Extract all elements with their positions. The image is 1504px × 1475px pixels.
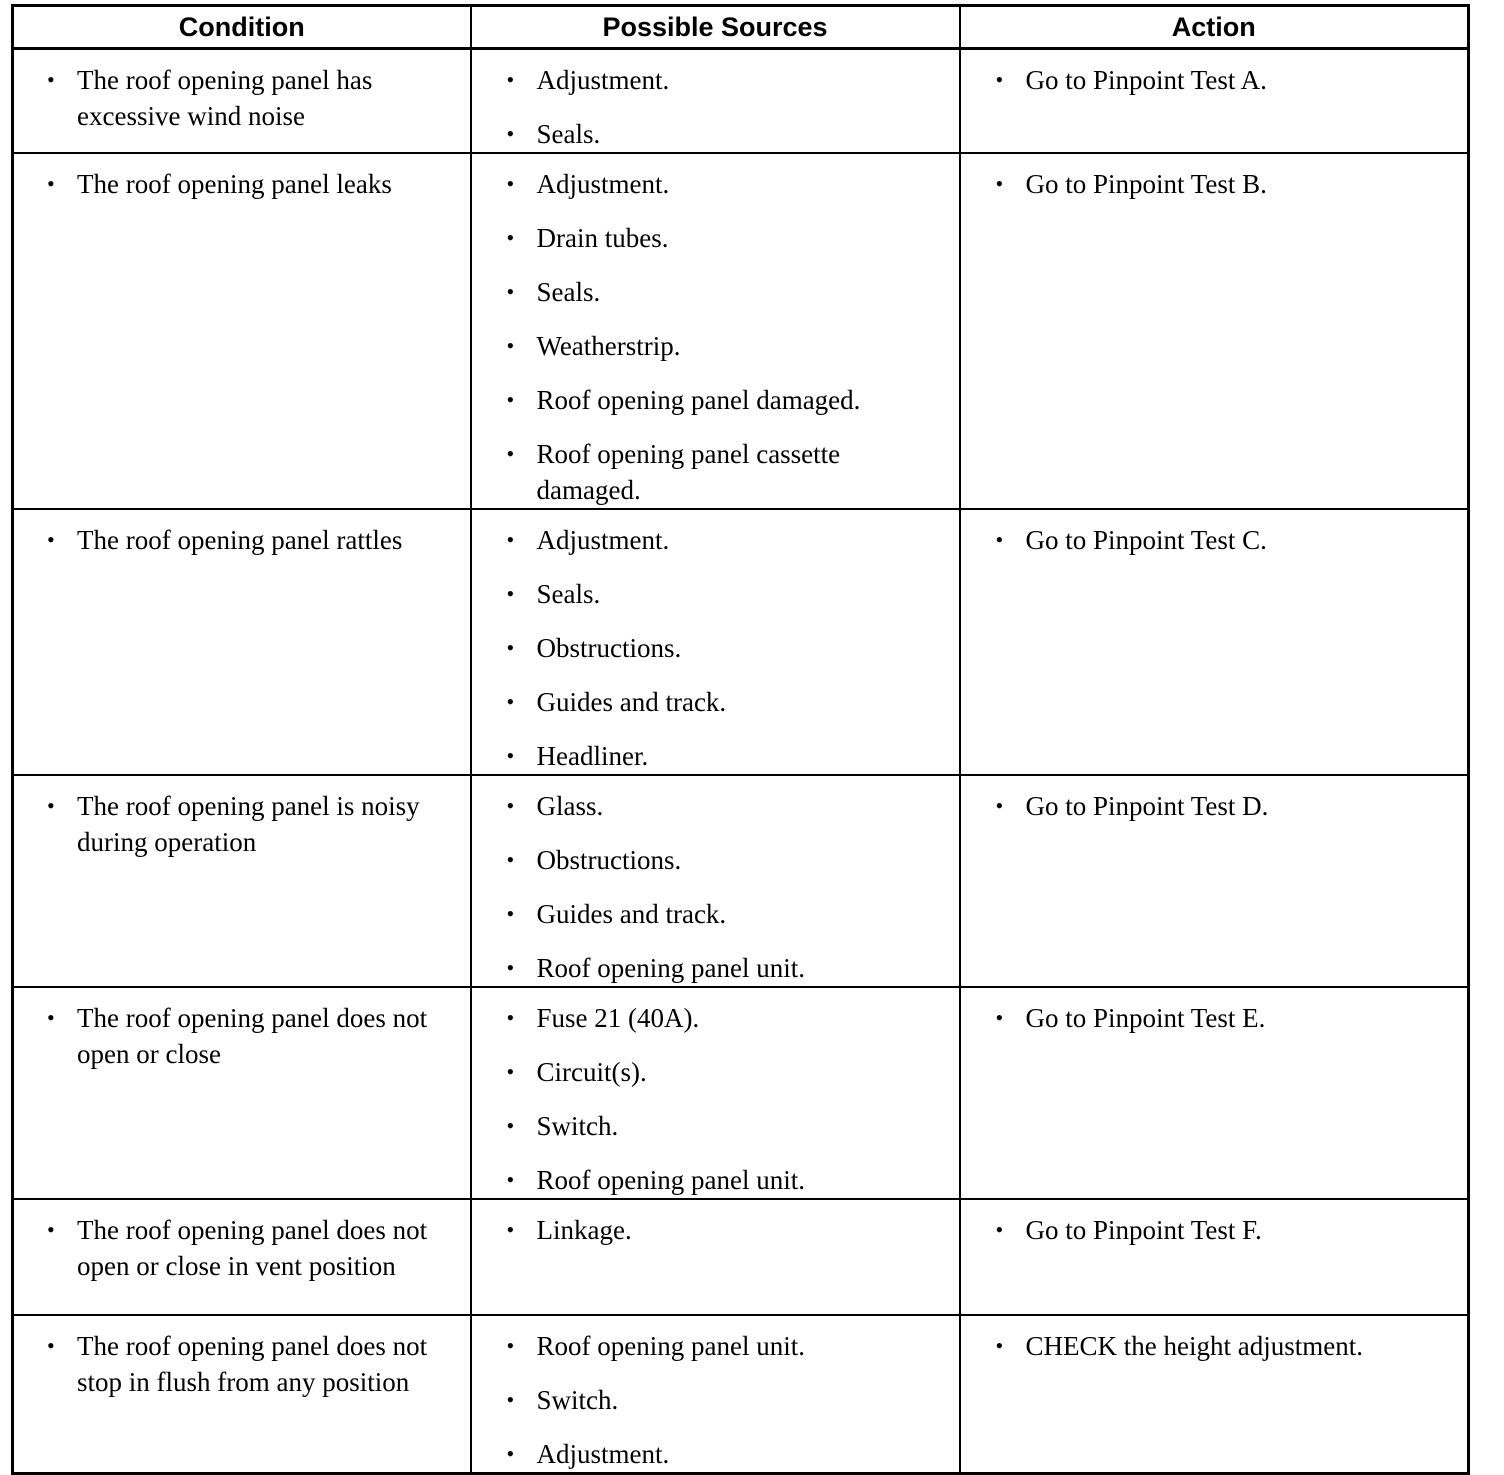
bullet-icon: • [47, 1005, 55, 1030]
bullet-icon: • [506, 527, 515, 552]
source-text: Adjustment. [536, 1439, 670, 1469]
condition-cell [13, 987, 471, 1199]
sources-cell [471, 775, 960, 987]
source-text: Roof opening panel damaged. [536, 385, 861, 415]
list-item [14, 522, 462, 558]
bullet-icon: • [995, 67, 1004, 92]
bullet-icon: • [506, 1059, 515, 1084]
source-text: Seals. [536, 579, 601, 609]
bullet-icon: • [506, 955, 515, 980]
sources-cell [471, 509, 960, 775]
bullet-icon: • [506, 901, 515, 926]
condition-header: Condition [13, 6, 471, 49]
source-text: Guides and track. [536, 687, 727, 717]
bullet-icon: • [47, 67, 55, 92]
source-text: Switch. [536, 1385, 619, 1415]
action-text: Go to Pinpoint Test E. [1025, 1003, 1266, 1033]
list-item [472, 738, 951, 774]
source-text: Linkage. [536, 1215, 632, 1245]
sources-cell [471, 153, 960, 509]
list-item [472, 630, 951, 666]
condition-cell [13, 153, 471, 509]
source-text: Guides and track. [536, 899, 727, 929]
list-item [472, 382, 951, 418]
list-item [961, 1212, 1460, 1248]
list-item [472, 436, 951, 508]
sources-cell [471, 1315, 960, 1474]
bullet-icon: • [47, 793, 55, 818]
list-item [472, 1328, 951, 1364]
bullet-icon: • [506, 635, 515, 660]
source-text: Roof opening panel unit. [536, 1165, 805, 1195]
bullet-icon: • [506, 171, 515, 196]
list-item [472, 1436, 951, 1472]
bullet-icon: • [506, 1217, 515, 1242]
list-item [14, 62, 462, 134]
action-cell [960, 987, 1469, 1199]
list-item [472, 1000, 951, 1036]
bullet-icon: • [506, 1333, 515, 1358]
bullet-icon: • [506, 121, 515, 146]
list-item [472, 522, 951, 558]
table-row [13, 775, 1469, 987]
source-text: Adjustment. [536, 65, 670, 95]
bullet-icon: • [995, 171, 1004, 196]
list-item [14, 1212, 462, 1284]
bullet-icon: • [506, 793, 515, 818]
list-item [961, 62, 1460, 98]
bullet-icon: • [506, 847, 515, 872]
action-cell [960, 49, 1469, 154]
list-item [472, 220, 951, 256]
list-item [472, 788, 951, 824]
action-text: Go to Pinpoint Test B. [1025, 169, 1267, 199]
action-cell [960, 775, 1469, 987]
condition-text: The roof opening panel does not stop in flush from any position [77, 1331, 428, 1397]
bullet-icon: • [995, 793, 1004, 818]
bullet-icon: • [506, 333, 515, 358]
source-text: Glass. [536, 791, 604, 821]
bullet-icon: • [506, 1005, 515, 1030]
bullet-icon: • [47, 171, 55, 196]
list-item [961, 166, 1460, 202]
list-item [472, 1162, 951, 1198]
sources-cell [471, 49, 960, 154]
list-item [472, 950, 951, 986]
condition-cell [13, 1315, 471, 1474]
bullet-icon: • [506, 1387, 515, 1412]
bullet-icon: • [995, 1217, 1004, 1242]
list-item [472, 576, 951, 612]
bullet-icon: • [506, 387, 515, 412]
table-row [13, 1315, 1469, 1474]
sources-cell [471, 1199, 960, 1315]
bullet-icon: • [506, 1441, 515, 1466]
bullet-icon: • [995, 527, 1004, 552]
list-item [961, 1328, 1460, 1364]
bullet-icon: • [506, 581, 515, 606]
bullet-icon: • [995, 1333, 1004, 1358]
source-text: Circuit(s). [536, 1057, 647, 1087]
bullet-icon: • [506, 1167, 515, 1192]
list-item [961, 1000, 1460, 1036]
action-header: Action [960, 6, 1469, 49]
list-item [14, 1000, 462, 1072]
bullet-icon: • [506, 441, 515, 466]
sources-cell [471, 987, 960, 1199]
table-row [13, 153, 1469, 509]
source-text: Obstructions. [536, 845, 682, 875]
condition-cell [13, 775, 471, 987]
table-row [13, 987, 1469, 1199]
condition-text: The roof opening panel does not open or close in vent position [77, 1215, 428, 1281]
bullet-icon: • [506, 67, 515, 92]
list-item [961, 522, 1460, 558]
bullet-icon: • [47, 1333, 55, 1358]
action-text: Go to Pinpoint Test A. [1025, 65, 1267, 95]
list-item [472, 1382, 951, 1418]
condition-cell [13, 509, 471, 775]
list-item [14, 1328, 462, 1400]
action-cell [960, 509, 1469, 775]
source-text: Weatherstrip. [536, 331, 681, 361]
list-item [472, 684, 951, 720]
list-item [14, 166, 462, 202]
table-row [13, 1199, 1469, 1315]
header-row [13, 6, 1469, 49]
list-item [14, 788, 462, 860]
condition-text: The roof opening panel leaks [77, 169, 392, 199]
action-cell [960, 1315, 1469, 1474]
source-text: Drain tubes. [536, 223, 669, 253]
list-item [961, 788, 1460, 824]
list-item [472, 328, 951, 364]
list-item [472, 166, 951, 202]
bullet-icon: • [506, 743, 515, 768]
bullet-icon: • [506, 225, 515, 250]
source-text: Seals. [536, 277, 601, 307]
table-row [13, 509, 1469, 775]
symptom-chart-table [11, 4, 1470, 1475]
source-text: Obstructions. [536, 633, 682, 663]
list-item [472, 896, 951, 932]
list-item [472, 1054, 951, 1090]
condition-text: The roof opening panel is noisy during operation [77, 791, 420, 857]
action-text: Go to Pinpoint Test C. [1025, 525, 1267, 555]
list-item [472, 116, 951, 152]
source-text: Switch. [536, 1111, 619, 1141]
action-cell [960, 153, 1469, 509]
condition-text: The roof opening panel rattles [77, 525, 403, 555]
condition-text: The roof opening panel does not open or close [77, 1003, 428, 1069]
source-text: Seals. [536, 119, 601, 149]
list-item [472, 1108, 951, 1144]
source-text: Roof opening panel unit. [536, 953, 805, 983]
action-text: Go to Pinpoint Test D. [1025, 791, 1269, 821]
bullet-icon: • [506, 1113, 515, 1138]
source-text: Adjustment. [536, 169, 670, 199]
bullet-icon: • [995, 1005, 1004, 1030]
condition-cell [13, 49, 471, 154]
source-text: Roof opening panel unit. [536, 1331, 805, 1361]
table-row [13, 49, 1469, 154]
bullet-icon: • [47, 527, 55, 552]
bullet-icon: • [506, 689, 515, 714]
list-item [472, 274, 951, 310]
condition-cell [13, 1199, 471, 1315]
condition-text: The roof opening panel has excessive wind noise [77, 65, 373, 131]
source-text: Headliner. [536, 741, 649, 771]
list-item [472, 1212, 951, 1248]
source-text: Roof opening panel cassette damaged. [536, 439, 841, 505]
source-text: Fuse 21 (40A). [536, 1003, 700, 1033]
source-text: Adjustment. [536, 525, 670, 555]
bullet-icon: • [47, 1217, 55, 1242]
possible-sources-header: Possible Sources [471, 6, 960, 49]
list-item [472, 842, 951, 878]
action-cell [960, 1199, 1469, 1315]
action-text: CHECK the height adjustment. [1025, 1331, 1363, 1361]
bullet-icon: • [506, 279, 515, 304]
list-item [472, 62, 951, 98]
action-text: Go to Pinpoint Test F. [1025, 1215, 1262, 1245]
